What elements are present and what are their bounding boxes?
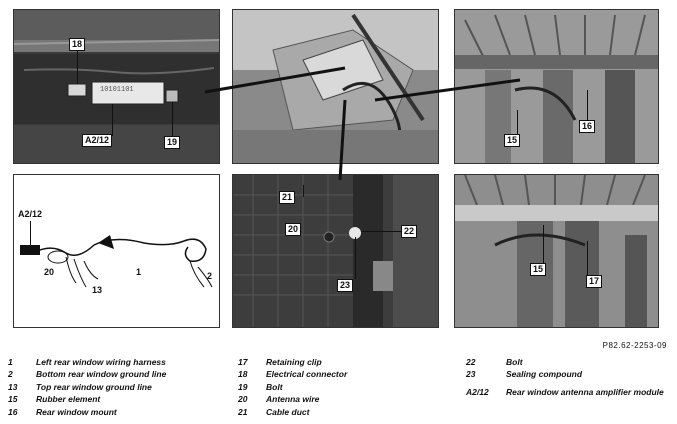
legend-column — [238, 356, 448, 418]
legend-column — [466, 356, 671, 399]
legend-item: 1 Left rear window wiring harness — [8, 357, 166, 367]
callout-18: 18 — [69, 38, 85, 51]
callout-15: 15 — [530, 263, 546, 276]
legend-item: 15 Rubber element — [8, 394, 101, 405]
legend-item: 18 Electrical connector — [238, 369, 348, 380]
callout-15: 15 — [504, 134, 520, 147]
legend-item: 20 Antenna wire — [238, 394, 320, 405]
legend-item: 21 Cable duct — [238, 406, 310, 417]
callout-1: 1 — [136, 267, 142, 277]
legend-item: A2/12 Rear window antenna amplifier module — [466, 386, 664, 397]
callout-17: 17 — [586, 275, 602, 288]
callout-20: 20 — [44, 267, 55, 277]
device-serial-text: 10101101 — [100, 86, 134, 94]
legend-item: 2 Bottom rear window ground line — [8, 369, 167, 380]
callout-21: 21 — [279, 191, 295, 204]
figure-reference-id: P82.62-2253-09 — [602, 341, 667, 350]
callout-22: 22 — [401, 225, 417, 238]
legend-item: 13 Top rear window ground line — [8, 381, 152, 392]
legend-item: 17 Retaining clip — [238, 357, 322, 367]
legend-item: 19 Bolt — [238, 381, 283, 392]
callout-2: 2 — [207, 271, 213, 281]
legend-item: 22 Bolt — [466, 357, 523, 367]
callout-a2-12: A2/12 — [18, 209, 43, 219]
callout-20: 20 — [285, 223, 301, 236]
legend-item: 23 Sealing compound — [466, 369, 583, 380]
callout-23: 23 — [337, 279, 353, 292]
callout-19: 19 — [164, 136, 180, 149]
callout-16: 16 — [579, 120, 595, 133]
legend-column — [8, 356, 228, 418]
callout-13: 13 — [92, 285, 103, 295]
parts-legend — [8, 356, 673, 420]
callout-a2-12: A2/12 — [82, 134, 112, 147]
legend-item: 16 Rear window mount — [8, 406, 117, 417]
